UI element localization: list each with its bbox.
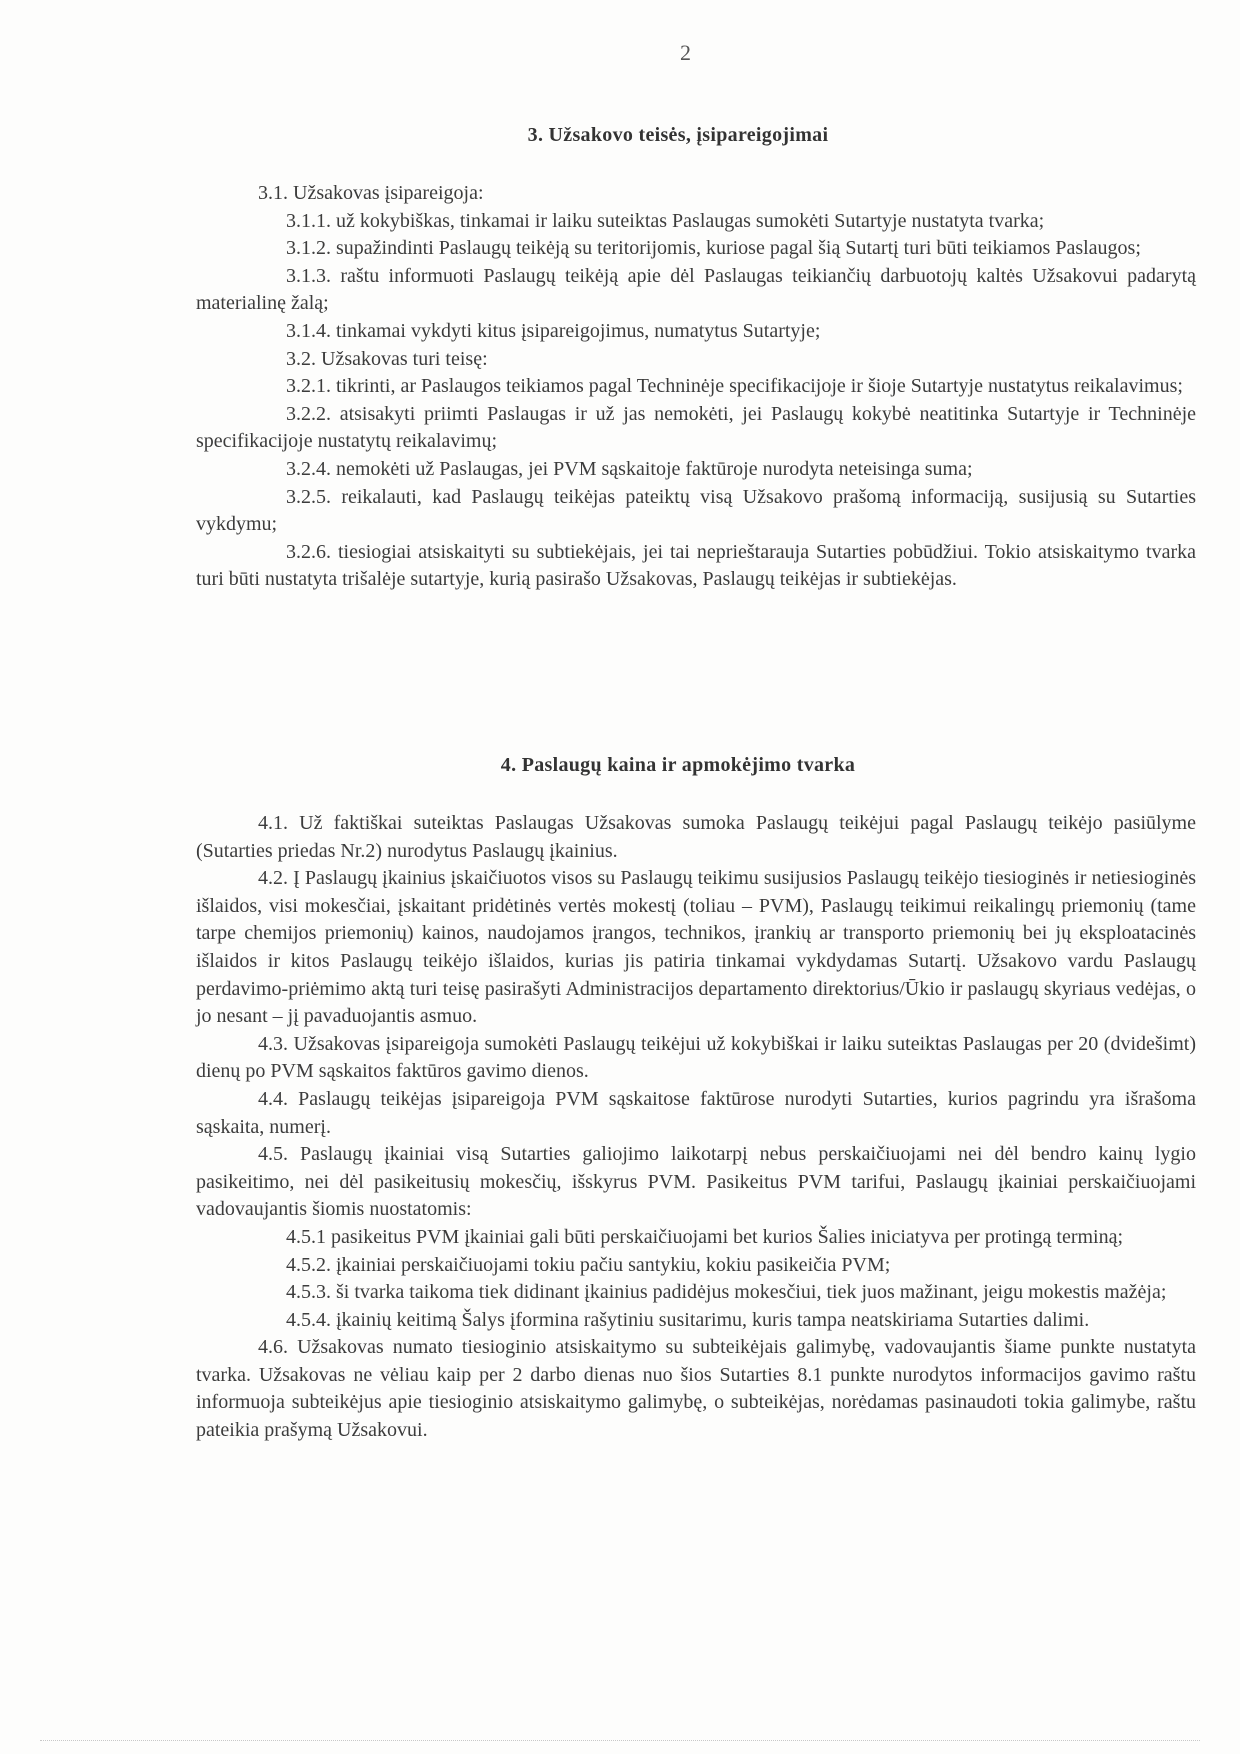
clause-4-3: 4.3. Užsakovas įsipareigoja sumokėti Paslaugų teikėjui už kokybiškai ir laiku suteiktas Paslaugas per 20 (dvidešimt) dienų po PVM sąskaitos faktūros gavimo dienos. [196, 1032, 1196, 1083]
page-number: 2 [680, 40, 691, 65]
clause-3-2-1: 3.2.1. tikrinti, ar Paslaugos teikiamos pagal Techninėje specifikacijoje ir šioje Sutartyje nustatytus reikalavimus; [286, 375, 1183, 398]
clause-3-1-3: 3.1.3. raštu informuoti Paslaugų teikėją apie dėl Paslaugas teikiančių darbuotojų kaltės Užsakovui padarytą materialinę žalą; [196, 264, 1196, 315]
clause-4-5: 4.5. Paslaugų įkainiai visą Sutarties galiojimo laikotarpį nebus perskaičiuojami nei dėl bendro kainų lygio pasikeitimo, nei dėl pasikeitusių mokesčių, išskyrus PVM. Pasikeitus PVM tarifui, Paslaugų įkainiai perskaičiuojami vadovaujantis šiomis nuostatomis: [196, 1143, 1196, 1221]
scan-footer-line [40, 1740, 1200, 1742]
section-4-title: 4. Paslaugų kaina ir apmokėjimo tvarka [500, 754, 856, 776]
clause-3-2-6: 3.2.6. tiesiogiai atsiskaityti su subtiekėjais, jei tai neprieštarauja Sutarties pobūdžiui. Tokio atsiskaitymo tvarka turi būti nustatyta trišalėje sutartyje, kurią pasirašo Užsakovas, Paslaugų teikėjas ir subtiekėjas. [196, 540, 1196, 591]
clause-3-1: 3.1. Užsakovas įsipareigoja: [258, 182, 484, 204]
clause-4-5-2: 4.5.2. įkainiai perskaičiuojami tokiu pačiu santykiu, kokiu pasikeičia PVM; [286, 1253, 891, 1276]
clause-4-4: 4.4. Paslaugų teikėjas įsipareigoja PVM sąskaitose faktūrose nurodyti Sutarties, kurios pagrindu yra išrašoma sąskaita, numerį. [196, 1087, 1196, 1138]
clause-3-2: 3.2. Užsakovas turi teisę: [286, 347, 488, 370]
clause-4-6: 4.6. Užsakovas numato tiesioginio atsiskaitymo su subteikėjais galimybę, vadovaujantis šiame punkte nustatyta tvarka. Užsakovas ne vėliau kaip per 2 darbo dienas nuo šios Sutarties 8.1 punkte nurodytos informacijos gavimo raštu informuoja subteikėjus apie tiesioginio atsiskaitymo galimybę, o subteikėjas, norėdamas pasinaudoti tokia galimybe, raštu pateikia prašymą Užsakovui. [196, 1336, 1196, 1442]
clause-3-1-2: 3.1.2. supažindinti Paslaugų teikėją su teritorijomis, kuriose pagal šią Sutartį turi būti teikiamos Paslaugos; [286, 237, 1141, 260]
clause-3-1-1: 3.1.1. už kokybiškas, tinkamai ir laiku suteiktas Paslaugas sumokėti Sutartyje nustatyta tvarka; [286, 209, 1045, 232]
clause-3-2-2: 3.2.2. atsisakyti priimti Paslaugas ir už jas nemokėti, jei Paslaugų kokybė neatitinka Sutartyje ir Techninėje specifikacijoje nustatytų reikalavimų; [196, 402, 1196, 453]
clause-4-2: 4.2. Į Paslaugų įkainius įskaičiuotos visos su Paslaugų teikimu susijusios Paslaugų teikėjo tiesioginės ir netiesioginės išlaidos, visi mokesčiai, įskaitant pridėtinės vertės mokestį (toliau – PVM), Paslaugų teikimui reikalingų priemonių (tame tarpe chemijos priemonių) kainos, naudojamos įrangos, technikos, įrankių ar transporto priemonių bei jų eksploatacinės išlaidos ir kitos Paslaugų teikėjo išlaidos, kurias jis patiria tinkamai vykdydamas Sutartį. Užsakovo vardu Paslaugų perdavimo-priėmimo aktą turi teisę pasirašyti Administracijos departamento direktorius/Ūkio ir paslaugų skyriaus vedėjas, o jo nesant – jį pavaduojantis asmuo. [196, 867, 1196, 1028]
section-3-title: 3. Užsakovo teisės, įsipareigojimai [527, 124, 829, 146]
section-3-body [196, 180, 1196, 594]
clause-4-1: 4.1. Už faktiškai suteiktas Paslaugas Užsakovas sumoka Paslaugų teikėjui pagal Paslaugų teikėjo pasiūlyme (Sutarties priedas Nr.2) nurodytus Paslaugų įkainius. [196, 812, 1196, 862]
clause-4-5-1: 4.5.1 pasikeitus PVM įkainiai gali būti perskaičiuojami bet kurios Šalies iniciatyva per protingą terminą; [286, 1225, 1124, 1248]
clause-3-2-5: 3.2.5. reikalauti, kad Paslaugų teikėjas pateiktų visą Užsakovo prašomą informaciją, susijusią su Sutarties vykdymu; [196, 485, 1196, 536]
section-4-body [196, 810, 1196, 1445]
clause-4-5-4: 4.5.4. įkainių keitimą Šalys įformina rašytiniu susitarimu, kuris tampa neatskiriama Sutarties dalimi. [286, 1308, 1090, 1331]
clause-4-5-3: 4.5.3. ši tvarka taikoma tiek didinant įkainius padidėjus mokesčiui, tiek juos mažinant, jeigu mokestis mažėja; [286, 1281, 1167, 1304]
clause-3-1-4: 3.1.4. tinkamai vykdyti kitus įsipareigojimus, numatytus Sutartyje; [286, 319, 821, 342]
clause-3-2-4: 3.2.4. nemokėti už Paslaugas, jei PVM sąskaitoje faktūroje nurodyta neteisinga suma; [286, 457, 973, 480]
